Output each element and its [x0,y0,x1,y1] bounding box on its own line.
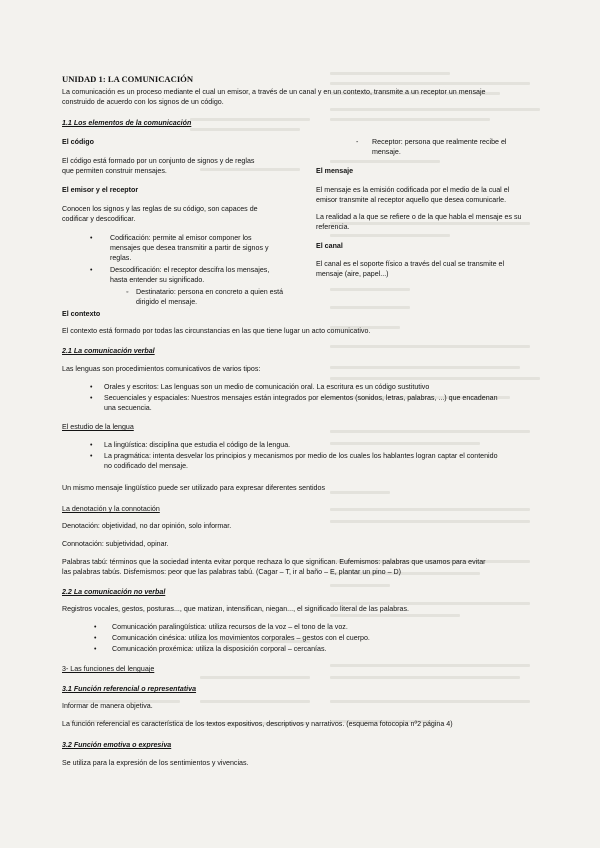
contexto-text: El contexto está formado por todas las circunstancias en las que tiene lugar un acto comunicativo. [62,327,371,335]
contexto-title: El contexto [62,310,101,318]
referencial-intro: Informar de manera objetiva. [62,702,153,710]
section-2-1-heading: 2.1 La comunicación verbal [62,347,155,355]
emotiva-text: Se utiliza para la expresión de los sentimientos y vivencias. [62,759,249,767]
receptor-2: mensaje. [372,148,401,156]
emisor-text-1: Conocen los signos y las reglas de su código, son capaces de [62,205,258,213]
realidad-text-1: La realidad a la que se refiere o de la que habla el mensaje es su [316,213,522,221]
emisor-title: El emisor y el receptor [62,186,139,194]
secuenciales-2: una secuencia. [104,404,152,412]
destinatario-1: Destinatario: persona en concreto a quien está [136,288,284,296]
paralinguistica: Comunicación paralingüística: utiliza recursos de la voz – el tono de la voz. [112,623,348,631]
section-1-1-heading: 1.1 Los elementos de la comunicación [62,119,192,127]
codificacion-2: mensajes que desea transmitir a partir de signos y [110,244,269,252]
proxemica: Comunicación proxémica: utiliza la disposición corporal – cercanías. [112,645,327,653]
pragmatica-2: no codificado del mensaje. [104,462,188,470]
emisor-text-2: codificar y descodificar. [62,215,136,223]
mensaje-text-1: El mensaje es la emisión codificada por el medio de la cual el [316,186,510,194]
tabu-2: las palabras tabús. Disfemismos: peor que las palabras tabú. (Cagar – T, ir al baño – E, plantar un pino – D) [62,568,401,576]
bullet-dot: • [94,624,97,631]
intro-line-1: La comunicación es un proceso mediante el cual un emisor, a través de un canal y en un contexto, transmite a un receptor un mensaje [62,88,486,96]
mismo-mensaje: Un mismo mensaje lingüístico puede ser utilizado para expresar diferentes sentidos [62,484,325,492]
denotacion: Denotación: objetividad, no dar opinión, solo informar. [62,522,232,530]
bullet-dot: • [90,453,93,460]
section-3-2-heading: 3.2 Función emotiva o expresiva [62,741,172,749]
lenguas-intro: Las lenguas son procedimientos comunicativos de varios tipos: [62,365,261,373]
bullet-circle: ◦ [126,289,129,296]
descodificacion-2: hasta entender su significado. [110,276,205,284]
bullet-dash: - [356,139,359,146]
orales-escritos: Orales y escritos: Las lenguas son un medio de comunicación oral. La escritura es un código sustitutivo [104,383,430,391]
mensaje-text-2: emisor transmite al receptor aquello que desea comunicarle. [316,196,507,204]
intro-line-2: construido de acuerdo con los signos de un código. [62,98,224,106]
codificacion-1: Codificación: permite al emisor componer los [110,234,252,242]
section-3-1-heading: 3.1 Función referencial o representativa [62,685,197,693]
secuenciales-1: Secuenciales y espaciales: Nuestros mensajes están integrados por elementos (sonidos, letras, palabras, ...) que encadenan [104,394,498,402]
linguistica: La lingüística: disciplina que estudia el código de la lengua. [104,441,291,449]
bullet-dot: • [90,267,93,274]
bullet-dot: • [94,646,97,653]
codigo-title: El código [62,138,94,146]
codigo-text-1: El código está formado por un conjunto de signos y de reglas [62,157,255,165]
pragmatica-1: La pragmática: intenta desvelar los principios y mecanismos por medio de los cuales los hablantes logran captar el contenido [104,452,498,460]
canal-text-1: El canal es el soporte físico a través del cual se transmite el [316,260,505,268]
section-2-2-heading: 2.2 La comunicación no verbal [62,588,166,596]
descodificacion-1: Descodificación: el receptor descifra los mensajes, [110,266,270,274]
estudio-title: El estudio de la lengua [62,423,134,431]
section-3-heading: 3- Las funciones del lenguaje [62,665,155,673]
bullet-dot: • [94,635,97,642]
codificacion-3: reglas. [110,254,132,262]
mensaje-title: El mensaje [316,167,354,175]
canal-title: El canal [316,242,343,250]
destinatario-2: dirigido el mensaje. [136,298,198,306]
receptor-1: Receptor: persona que realmente recibe el [372,138,507,146]
cinesica: Comunicación cinésica: utiliza los movimientos corporales – gestos con el cuerpo. [112,634,370,642]
bullet-dot: • [90,384,93,391]
canal-text-2: mensaje (aire, papel...) [316,270,389,278]
connotacion: Connotación: subjetividad, opinar. [62,540,169,548]
realidad-text-2: referencia. [316,223,350,231]
tabu-1: Palabras tabú: términos que la sociedad intenta evitar porque rechaza lo que significan. Eufemismos: palabras que usamos para evitar [62,558,486,566]
referencial-text: La función referencial es característica de los textos expositivos, descriptivos y narrativos. (esquema fotocopia nº2 página 4) [62,720,453,728]
bullet-dot: • [90,395,93,402]
no-verbal-intro: Registros vocales, gestos, posturas..., que matizan, intensifican, niegan..., el significado literal de las palabras. [62,605,409,613]
unit-title: UNIDAD 1: LA COMUNICACIÓN [62,74,194,84]
bullet-dot: • [90,442,93,449]
bullet-dot: • [90,235,93,242]
codigo-text-2: que permiten construir mensajes. [62,167,167,175]
denotacion-title: La denotación y la connotación [62,505,160,513]
